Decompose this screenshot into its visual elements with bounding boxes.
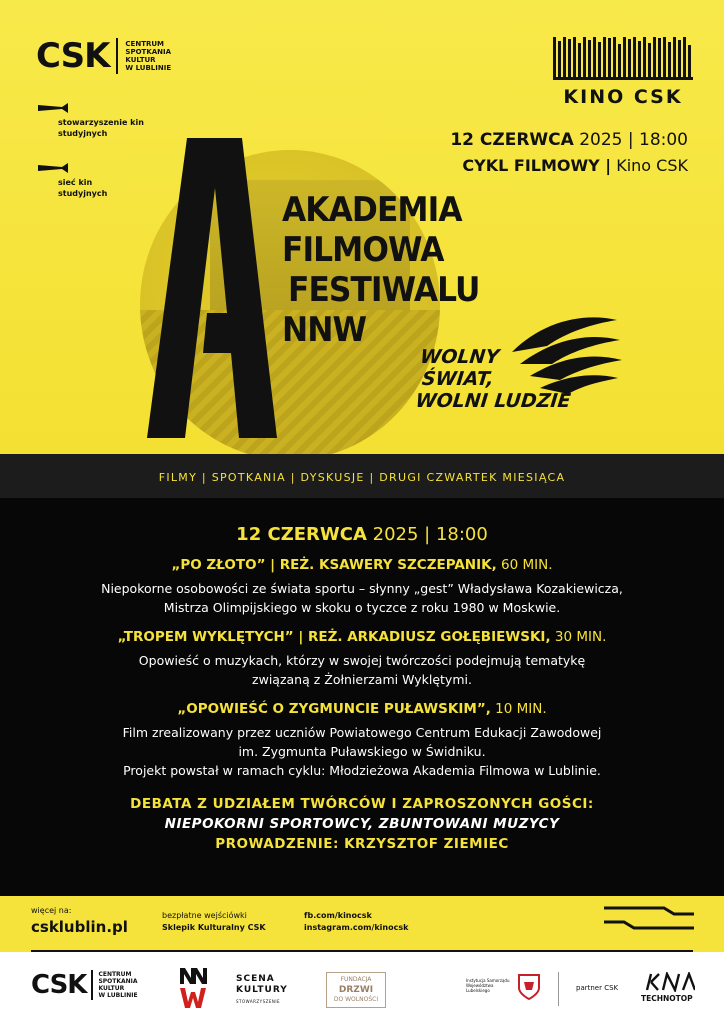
csk-sub-line: W LUBLINIE [125, 64, 172, 72]
csk-logo-sub [125, 40, 171, 72]
kino-bar [578, 43, 581, 77]
kino-bar [678, 40, 681, 77]
technotop-label: TECHNOTOP [641, 994, 693, 1003]
ski-text: studyjnych [58, 189, 108, 198]
facebook-link[interactable]: fb.com/kinocsk [304, 911, 372, 920]
info-bar [0, 896, 724, 952]
kino-bar [563, 37, 566, 77]
film-title-text: „PO ZŁOTO” | REŻ. KSAWERY SZCZEPANIK, [171, 557, 497, 573]
footer-csk-mark: CSK [31, 970, 87, 1000]
instagram-link[interactable]: instagram.com/kinocsk [304, 923, 409, 932]
kino-bars-icon [553, 40, 693, 80]
kino-bar [558, 41, 561, 77]
footer-csk-logo[interactable] [31, 970, 138, 1000]
kino-bar [613, 37, 616, 77]
kino-bar [593, 37, 596, 77]
film-item [0, 629, 724, 689]
debate-line: DEBATA Z UDZIAŁEM TWÓRCÓW I ZAPROSZONYCH GOŚCI: [130, 796, 594, 812]
kino-bar [608, 38, 611, 77]
drzwi-line: FUNDACJA [340, 976, 372, 983]
event-date-header [450, 130, 688, 175]
film-desc-line: Mistrza Olimpijskiego w skoku o tyczce z roku 1980 w Moskwie. [163, 600, 561, 615]
festival-title [282, 190, 496, 350]
film-description [0, 651, 724, 689]
film-desc-line: im. Zygmunta Puławskiego w Świdniku. [238, 744, 486, 759]
cycle-rest: Kino CSK [611, 156, 688, 175]
film-duration: 10 MIN. [490, 701, 547, 717]
ski-logo-network[interactable] [38, 163, 107, 199]
film-duration: 30 MIN. [550, 629, 607, 645]
kino-bar [573, 37, 576, 77]
film-desc-line: związaną z Żołnierzami Wyklętymi. [252, 672, 472, 687]
scena-kultury-logo[interactable] [236, 974, 288, 1007]
kino-bar [598, 42, 601, 77]
film-desc-line: Niepokorne osobowości ze świata sportu – słynny „gest” Władysława Kozakiewicza, [101, 581, 623, 596]
categories-text: FILMY | SPOTKANIA | DYSKUSJE | DRUGI CZWARTEK MIESIĄCA [158, 470, 566, 484]
tickets-label: bezpłatne wejściówki [162, 911, 247, 920]
ski-text: sieć kin [58, 178, 93, 187]
drzwi-main: DRZWI [338, 985, 374, 995]
csk-sub-line: CENTRUM [98, 971, 132, 978]
kino-csk-logo[interactable] [553, 40, 693, 108]
kino-bar [553, 37, 556, 77]
cycle-bold: CYKL FILMOWY | [462, 156, 612, 175]
debate-host: PROWADZENIE: KRZYSZTOF ZIEMIEC [215, 836, 509, 852]
drzwi-do-wolnosci-logo[interactable] [326, 972, 386, 1008]
kino-bar [658, 38, 661, 77]
kino-bar [643, 37, 646, 77]
film-title-text: „OPOWIEŚĆ O ZYGMUNCIE PUŁAWSKIM”, [177, 701, 491, 717]
date-rest: 2025 | 18:00 [573, 130, 688, 150]
more-label: więcej na: [31, 906, 72, 915]
institution-text: Instytucja Samorządu Województwa Lubelskiego [466, 978, 510, 993]
kia-logo-icon[interactable] [645, 972, 695, 992]
kino-bar [653, 37, 656, 77]
logo-divider [116, 38, 118, 74]
csk-logo[interactable] [36, 36, 171, 76]
lubelskie-shield-icon[interactable] [518, 974, 540, 1000]
film-title-text: „TROPEM WYKLĘTYCH” | REŻ. ARKADIUSZ GOŁĘBIEWSKI, [117, 629, 551, 645]
film-desc-line: Projekt powstał w ramach cyklu: Młodzieżowa Akademia Filmowa w Lublinie. [123, 763, 601, 778]
kino-bar [588, 40, 591, 77]
program-date [0, 524, 724, 545]
title-line: NNW [282, 310, 367, 350]
logo-divider [91, 970, 93, 1000]
footer-logos [0, 952, 724, 1024]
kino-bar [618, 44, 621, 77]
csk-sub-line: KULTUR [125, 56, 156, 64]
film-description [0, 579, 724, 617]
kino-bar [623, 37, 626, 77]
categories-strip [0, 454, 724, 500]
csk-sub-line: CENTRUM [125, 40, 165, 48]
ski-text: stowarzyszenie kin [58, 118, 144, 127]
film-title [0, 557, 724, 573]
kino-bar [638, 41, 641, 77]
kino-bar [648, 43, 651, 77]
film-title [0, 701, 724, 717]
kino-bar [633, 37, 636, 77]
date-bold: 12 CZERWCA [450, 130, 574, 150]
film-title [0, 629, 724, 645]
nnw-logo-icon[interactable] [178, 966, 208, 1010]
drzwi-line: DO WOLNOŚCI [333, 996, 379, 1003]
debate-info [0, 794, 724, 854]
debate-topic: NIEPOKORNI SPORTOWCY, ZBUNTOWANI MUZYCY [164, 816, 560, 832]
csk-sub-line: SPOTKANIA [125, 48, 172, 56]
csk-sub-line: W LUBLINIE [98, 992, 138, 999]
slogan-line: WOLNY [419, 346, 501, 368]
ski-text: studyjnych [58, 129, 108, 138]
film-item [0, 557, 724, 617]
tickets-shop: Sklepik Kulturalny CSK [162, 923, 266, 932]
title-line: FESTIWALU [288, 270, 480, 310]
film-description [0, 723, 724, 780]
horn-icon [38, 103, 68, 113]
decorative-frame-icon [604, 906, 694, 930]
title-line: AKADEMIA [282, 190, 462, 230]
footer-separator [558, 972, 559, 1006]
ski-logo-association[interactable] [38, 103, 144, 139]
scena-small: STOWARZYSZENIE [236, 999, 281, 1004]
slogan [415, 346, 577, 412]
csk-sub-line: KULTUR [98, 985, 125, 992]
partner-label: partner CSK [576, 984, 619, 992]
film-item [0, 701, 724, 780]
slogan-line: ŚWIAT, [420, 368, 495, 390]
big-a-letter [147, 138, 277, 438]
kino-name: KINO CSK [563, 86, 683, 108]
kino-bar [683, 37, 686, 77]
csk-logo-mark: CSK [36, 36, 110, 76]
kino-bar [628, 39, 631, 77]
kino-bar [688, 45, 691, 77]
scena-line: SCENA [236, 974, 275, 984]
film-duration: 60 MIN. [496, 557, 553, 573]
title-line: FILMOWA [282, 230, 444, 270]
program-date-bold: 12 CZERWCA [236, 524, 367, 545]
kino-bar [583, 37, 586, 77]
horn-icon [38, 163, 68, 173]
kino-bar [673, 37, 676, 77]
kino-bar [568, 39, 571, 77]
website-link[interactable]: csklublin.pl [31, 918, 128, 936]
kino-bar [603, 37, 606, 77]
slogan-line: WOLNI LUDZIE [414, 390, 572, 412]
csk-sub-line: SPOTKANIA [98, 978, 138, 985]
footer-csk-sub [98, 971, 137, 999]
program-date-rest: 2025 | 18:00 [366, 524, 488, 545]
kino-bar [668, 42, 671, 77]
kino-bar [663, 37, 666, 77]
film-desc-line: Film zrealizowany przez uczniów Powiatowego Centrum Edukacji Zawodowej [122, 725, 602, 740]
program-section [0, 498, 724, 896]
film-desc-line: Opowieść o muzykach, którzy w swojej twórczości podejmują tematykę [138, 653, 586, 668]
scena-line: KULTURY [236, 985, 288, 995]
